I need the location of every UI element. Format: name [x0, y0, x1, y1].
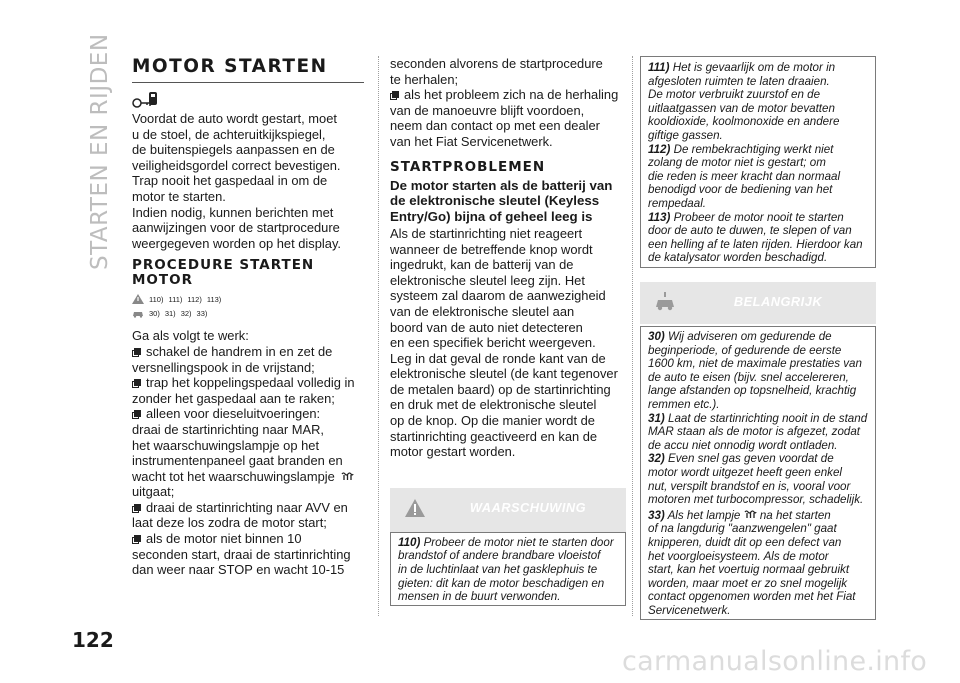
ref-link[interactable]: 113) — [206, 294, 222, 304]
note-line: De motor verbruikt zuurstof en de — [648, 88, 821, 102]
note-line: knipperen, duidt dit op een defect van — [648, 535, 842, 549]
note-line: de katalysator worden beschadigd. — [648, 251, 828, 265]
list-item — [132, 500, 364, 516]
intro-line: veiligheidsgordel correct bevestigen. — [132, 157, 341, 173]
list-item-text: schakel de handrem in en zet de — [146, 343, 333, 359]
note-line: lange afstanden op topsnelheid, krachtig — [648, 384, 857, 398]
body-line: boord van de auto niet detecteren — [390, 319, 583, 335]
note-line: mensen in de buurt verwonden. — [398, 590, 561, 604]
bullet-icon — [390, 91, 399, 100]
page-number: 122 — [72, 628, 114, 652]
list-item-cont: instrumentenpaneel gaat branden en — [132, 453, 343, 469]
important-label: BELANGRIJK — [733, 294, 823, 309]
note-text: Het is gevaarlijk om de motor in — [672, 61, 836, 74]
list-item-cont: seconden start, draai de startinrichting — [132, 546, 351, 562]
note-line — [648, 509, 868, 523]
bullet-icon — [132, 410, 141, 419]
lead-text: Ga als volgt te werk: — [132, 328, 249, 344]
list-item — [132, 531, 364, 547]
note-text: Even snel gas geven voordat de — [668, 452, 834, 466]
ref-link[interactable]: 32) — [180, 308, 192, 318]
note-number: 33) — [648, 508, 665, 522]
subsection-heading-line: De motor starten als de batterij van — [390, 177, 613, 193]
list-item-cont: van de manoeuvre blijft voordoen, — [390, 102, 585, 118]
ref-link[interactable]: 111) — [168, 294, 183, 304]
subsection-heading-line: Entry/Go) bijna of geheel leeg is — [390, 209, 593, 225]
note-line — [648, 143, 868, 157]
note-line — [398, 536, 618, 550]
bullet-icon — [132, 379, 141, 388]
note-text: Probeer de motor niet te starten door — [423, 535, 614, 549]
section-title: STARTPROBLEMEN — [390, 158, 546, 175]
list-item-cont: draai de startinrichting naar MAR, — [132, 421, 325, 437]
subsection-heading — [390, 178, 626, 225]
note-line: remmen etc.). — [648, 397, 720, 411]
important-header — [640, 282, 876, 324]
note-text: Probeer de motor nooit te starten — [673, 210, 844, 224]
list-item-cont: te herhalen; — [390, 71, 459, 87]
warning-header — [390, 488, 626, 532]
note-line: beginperiode, of gedurende de eerste — [648, 343, 842, 357]
note-line: rempedaal. — [648, 196, 707, 210]
note-line: 1600 km, niet de maximale prestaties van — [648, 357, 862, 371]
body-line: wanneer de betreffende knop wordt — [390, 241, 593, 257]
note-line: of na langdurig "aanzwengelen" gaat — [648, 522, 837, 536]
page-title: MOTOR STARTEN — [132, 56, 328, 77]
body-line: en druk met de elektronische sleutel — [390, 397, 597, 413]
ref-link[interactable]: 30) — [149, 308, 160, 318]
important-box — [640, 326, 876, 620]
list-item-cont: dan weer naar STOP en wacht 10-15 — [132, 562, 345, 578]
warning-triangle-icon — [132, 294, 144, 304]
list-item-cont: zonder het gaspedaal aan te raken; — [132, 390, 335, 406]
list-item — [132, 344, 364, 360]
note-line: Servicenetwerk. — [648, 603, 731, 617]
note-text: na het starten — [759, 508, 831, 522]
list-item-cont: het waarschuwingslampje op het — [132, 437, 320, 453]
list-item-text: draai de startinrichting naar AVV en — [146, 499, 348, 515]
important-refs — [132, 306, 364, 320]
note-line: contact opgenomen worden met het Fiat — [648, 590, 856, 604]
note-line: het voorgloeisysteem. Als de motor — [648, 549, 829, 563]
list-item — [132, 375, 364, 391]
body-line: Leg in dat geval de ronde kant van de — [390, 350, 606, 366]
intro-line: Indien nodig, kunnen berichten met — [132, 204, 334, 220]
bullet-icon — [132, 504, 141, 513]
body-line: startinrichting geactiveerd en kan de — [390, 428, 598, 444]
section-title-line: PROCEDURE STARTEN — [132, 257, 315, 274]
warning-box — [640, 56, 876, 268]
note-line: de accu niet onnodig wordt ontladen. — [648, 438, 838, 452]
note-line — [648, 211, 868, 225]
intro-line: Voordat de auto wordt gestart, moet — [132, 111, 337, 126]
note-number: 31) — [648, 411, 665, 425]
glow-plug-icon — [744, 510, 757, 519]
intro-line: weergegeven worden op het display. — [132, 235, 342, 251]
note-line: motor wordt uitgezet heeft geen enkel — [648, 465, 842, 479]
list-item-text: als het probleem zich na de herhaling — [404, 87, 619, 103]
note-line: gieten: dit kan de motor beschadigen en — [398, 576, 605, 590]
note-line — [648, 61, 868, 75]
list-item-text: als de motor niet binnen 10 — [146, 531, 302, 547]
note-line: zolang de motor niet is gestart; om — [648, 156, 826, 170]
list-item-text: wacht tot het waarschuwingslampje — [132, 468, 335, 484]
note-line: worden, maar moet er zo snel mogelijk — [648, 576, 848, 590]
chapter-side-label-text: STARTEN EN RIJDEN — [87, 33, 113, 270]
note-line: die reden is meer kracht dan normaal — [648, 169, 841, 183]
list-item-text: alleen voor dieseluitvoeringen: — [146, 406, 321, 422]
column-3 — [640, 56, 876, 620]
section-title — [132, 258, 364, 288]
note-line: afgesloten ruimten te laten draaien. — [648, 74, 830, 88]
intro-line: u de stoel, de achteruitkijkspiegel, — [132, 126, 326, 142]
list-item — [132, 406, 364, 422]
glow-plug-icon — [341, 472, 354, 481]
body-line: de metalen baard) op de startinrichting — [390, 381, 611, 397]
note-line: nut, verspilt brandstof en is, vooral voor — [648, 479, 851, 493]
note-number: 32) — [648, 452, 665, 466]
note-line: MAR staan als de motor is afgezet, zodat — [648, 425, 861, 439]
body-line: systeem zal daarom de aanwezigheid — [390, 288, 606, 304]
note-line: in de luchtinlaat van het gasklephuis te — [398, 563, 598, 577]
warning-box — [390, 532, 626, 606]
note-number: 113) — [648, 210, 671, 224]
note-number: 111) — [648, 61, 670, 74]
note-line: kooldioxide, koolmonoxide en andere — [648, 115, 840, 129]
body-line: en een specifiek bericht weergeven. — [390, 335, 596, 351]
column-divider — [378, 56, 379, 616]
intro-line: Trap nooit het gaspedaal in om de — [132, 173, 328, 189]
ref-link[interactable]: 112) — [187, 294, 202, 304]
ref-link[interactable]: 31) — [164, 308, 176, 318]
body-line: op de knop. Op die manier wordt de — [390, 413, 595, 429]
body-line: motor gestart worden. — [390, 444, 516, 460]
body-line: elektronische sleutel (de kant tegenover — [390, 366, 618, 382]
intro-line: aanwijzingen voor de startprocedure — [132, 220, 340, 236]
key-icon-row — [132, 89, 364, 109]
bullet-icon — [132, 348, 141, 357]
column-divider — [632, 56, 633, 616]
list-item — [390, 87, 626, 103]
warning-refs — [132, 292, 364, 306]
ref-link[interactable]: 110) — [149, 294, 164, 304]
column-1 — [132, 56, 364, 578]
note-line: benodigd voor de bediening van het — [648, 183, 833, 197]
note-line: motoren met turbocompressor, schadelijk. — [648, 493, 864, 507]
list-item-cont: versnellingspook in de vrijstand; — [132, 359, 315, 375]
note-line: uitlaatgassen van de motor bevatten — [648, 101, 835, 115]
note-number: 30) — [648, 330, 665, 343]
note-number: 110) — [398, 535, 421, 549]
warning-label: WAARSCHUWING — [469, 499, 587, 515]
note-text: Laat de startinrichting nooit in de stand — [668, 411, 868, 425]
list-item-text: trap het koppelingspedaal volledig in — [146, 375, 355, 391]
note-text: Wij adviseren om gedurende de — [668, 330, 832, 343]
intro-line: de buitenspiegels aanpassen en de — [132, 142, 335, 158]
body-line: ingedrukt, kan de batterij van de — [390, 257, 574, 273]
list-item-cont: neem dan contact op met een dealer — [390, 118, 600, 134]
note-line: start, kan het voertuig normaal gebruikt — [648, 563, 850, 577]
note-line: door de auto te duwen, te slepen of van — [648, 224, 852, 238]
car-key-icon — [132, 91, 158, 109]
subsection-heading-line: de elektronische sleutel (Keyless — [390, 193, 600, 209]
note-line — [648, 330, 868, 344]
ref-link[interactable]: 33) — [196, 308, 208, 318]
bullet-icon — [132, 535, 141, 544]
chapter-side-label — [80, 33, 120, 270]
list-item-cont: van het Fiat Servicenetwerk. — [390, 133, 553, 149]
note-line: brandstof of andere brandbare vloeistof — [398, 549, 601, 563]
intro-line: motor te starten. — [132, 188, 226, 204]
note-line: de auto te eisen (bijv. snel accelereren, — [648, 370, 849, 384]
list-item-cont — [132, 469, 364, 485]
watermark: carmanualsonline.info — [622, 646, 928, 677]
column-2 — [390, 56, 626, 606]
body-line: elektronische sleutel leeg zijn. Het — [390, 272, 585, 288]
note-line: een helling af te laten rijden. Hierdoor kan — [648, 237, 863, 251]
list-item-cont: laat deze los zodra de motor start; — [132, 515, 327, 531]
title-rule — [132, 82, 364, 83]
note-number: 112) — [648, 142, 671, 156]
note-line — [648, 452, 868, 466]
body-line: Als de startinrichting niet reageert — [390, 225, 583, 241]
note-line — [648, 412, 868, 426]
body-line: van de elektronische sleutel aan — [390, 303, 575, 319]
section-title-line: MOTOR — [132, 272, 193, 289]
info-car-icon — [132, 308, 144, 318]
note-text: Als het lampje — [667, 508, 741, 522]
note-line: giftige gassen. — [648, 128, 723, 142]
list-item-cont: uitgaat; — [132, 484, 175, 500]
list-item-cont: seconden alvorens de startprocedure — [390, 56, 603, 71]
note-text: De rembekrachtiging werkt niet — [673, 142, 834, 156]
